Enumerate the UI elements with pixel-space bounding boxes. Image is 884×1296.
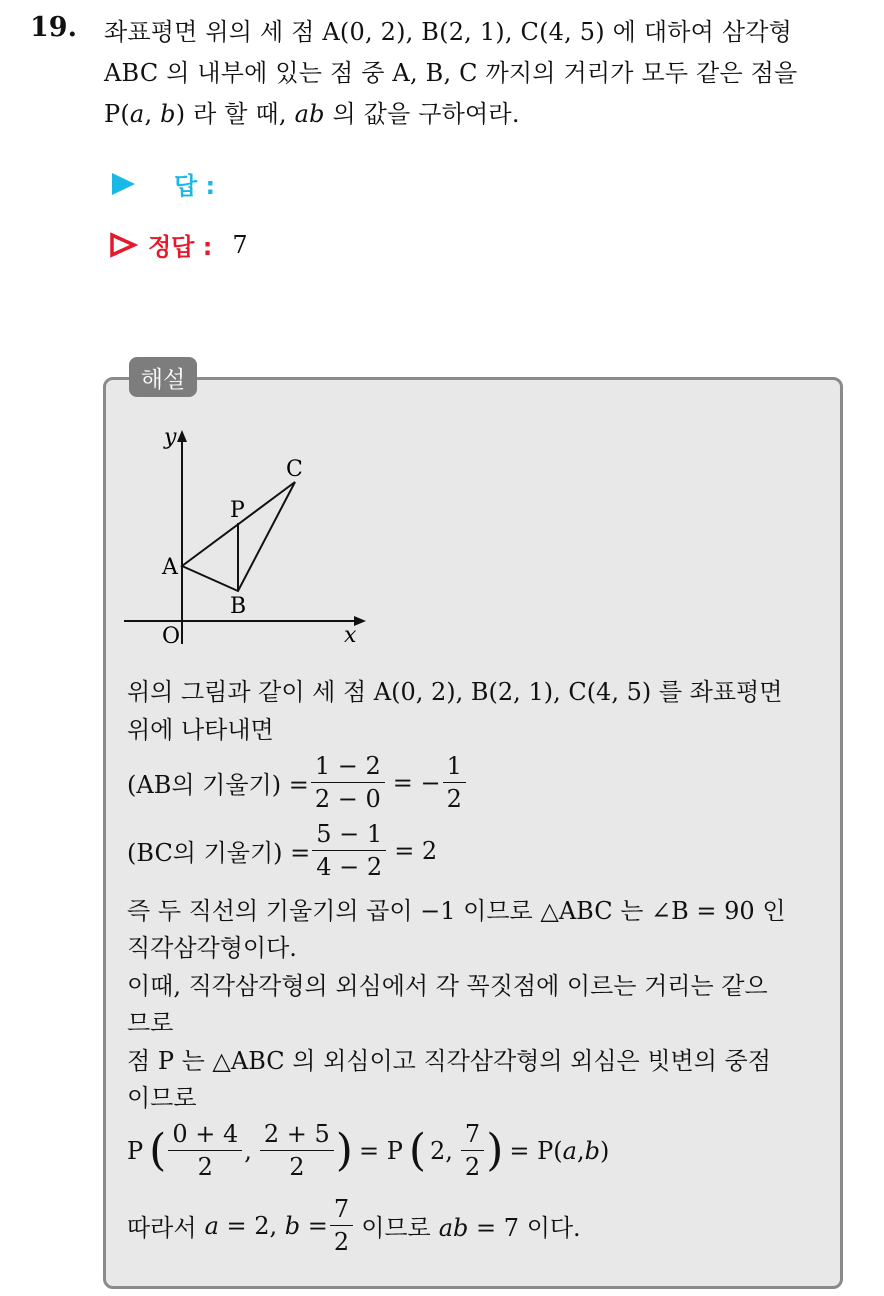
x-axis-label: x (344, 623, 357, 648)
question-line-1: 좌표평면 위의 세 점 A(0, 2), B(2, 1), C(4, 5) 에 대하여 삼각형 (104, 18, 792, 46)
var-a: a (204, 1211, 219, 1240)
midpoint-sep: , (576, 1136, 585, 1165)
outline-triangle-icon (108, 231, 138, 259)
fraction-denominator: 2 (446, 785, 462, 813)
solution-tag: 해설 (129, 357, 197, 397)
var-b: b (160, 100, 176, 128)
text-comma: , (144, 100, 161, 128)
correct-answer-label: 정답 : (148, 233, 213, 261)
point-p-label: P (230, 498, 245, 523)
midpoint-seven-half (461, 1120, 484, 1181)
bc-slope-label: (BC의 기울기) = (127, 839, 311, 867)
final-mid: 이므로 (361, 1214, 431, 1242)
solution-text-8: 이므로 (127, 1084, 197, 1112)
fraction-denominator: 2 (197, 1153, 213, 1181)
right-paren: ) (335, 1124, 353, 1176)
text-mid: ) 라 할 때, (175, 100, 295, 128)
text-p: P( (104, 100, 130, 128)
fraction-denominator: 4 − 2 (316, 853, 383, 881)
final-end: = 7 이다. (468, 1214, 581, 1242)
solution-text-5: 이때, 직각삼각형의 외심에서 각 꼭짓점에 이르는 거리는 같으 (127, 972, 768, 1000)
origin-label: O (162, 624, 181, 649)
var-ab: ab (438, 1214, 469, 1242)
ab-slope-fraction (311, 752, 385, 813)
solution-text-1: 위의 그림과 같이 세 점 A(0, 2), B(2, 1), C(4, 5) 를 좌표평면 (127, 678, 783, 706)
solution-text-2: 위에 나타내면 (127, 716, 274, 744)
final-statement (127, 1195, 581, 1256)
midpoint-two: 2, (430, 1136, 453, 1165)
correct-answer-value: 7 (232, 230, 248, 259)
fraction-denominator: 2 (333, 1228, 350, 1256)
midpoint-close: ) (599, 1136, 610, 1165)
ab-slope-result-fraction (443, 752, 466, 813)
correct-answer-row (108, 227, 248, 262)
var-a: a (129, 100, 145, 128)
answer-row (108, 166, 215, 201)
final-fraction (330, 1195, 353, 1256)
fraction-numerator: 0 + 4 (168, 1120, 242, 1151)
midpoint-equation (127, 1120, 609, 1181)
var-a: a (562, 1136, 577, 1165)
midpoint-comma: , (244, 1136, 252, 1165)
var-ab: ab (294, 100, 325, 128)
fraction-denominator: 2 (289, 1153, 305, 1181)
question-number: 19. (30, 12, 77, 43)
fraction-denominator: 2 (464, 1153, 481, 1181)
midpoint-x-fraction (168, 1120, 242, 1181)
fraction-numerator: 1 (443, 752, 466, 783)
bc-slope-result: = 2 (394, 836, 438, 865)
solution-text-6: 므로 (127, 1009, 174, 1037)
left-paren-2: ( (408, 1124, 427, 1176)
midpoint-y-fraction (260, 1120, 334, 1181)
var-b: b (584, 1136, 600, 1165)
fraction-numerator: 7 (461, 1120, 484, 1151)
y-axis-label: y (164, 425, 177, 450)
bc-slope-equation (127, 820, 437, 881)
play-triangle-icon (108, 170, 138, 198)
fraction-numerator: 2 + 5 (260, 1120, 334, 1151)
question-line-2: ABC 의 내부에 있는 점 중 A, B, C 까지의 거리가 모두 같은 점을 (104, 59, 798, 87)
solution-text-4: 직각삼각형이다. (127, 934, 297, 962)
fraction-numerator: 5 − 1 (312, 820, 386, 851)
left-paren: ( (149, 1124, 167, 1176)
final-eq-a: = 2, (218, 1211, 285, 1240)
final-pre: 따라서 (127, 1214, 197, 1242)
y-axis-arrow (177, 430, 187, 442)
fraction-numerator: 1 − 2 (311, 752, 385, 783)
point-c-label: C (286, 457, 303, 482)
right-paren-2: ) (486, 1124, 504, 1176)
bc-slope-fraction (312, 820, 386, 881)
midpoint-eq2: = P( (509, 1136, 563, 1165)
answer-label: 답 : (174, 172, 216, 200)
fraction-denominator: 2 − 0 (314, 785, 381, 813)
midpoint-p1: P (127, 1136, 144, 1165)
point-a-label: A (162, 555, 178, 580)
coordinate-graph (118, 420, 378, 650)
solution-text-3: 즉 두 직선의 기울기의 곱이 −1 이므로 △ABC 는 ∠B = 90 인 (127, 897, 786, 925)
final-eq-b: = (300, 1211, 328, 1240)
question-text (104, 12, 864, 135)
ab-slope-equals: = − (392, 768, 441, 797)
ab-slope-equation (127, 752, 468, 813)
fraction-numerator: 7 (330, 1195, 353, 1226)
text-end: 의 값을 구하여라. (324, 100, 520, 128)
solution-text-7: 점 P 는 △ABC 의 외심이고 직각삼각형의 외심은 빗변의 중점 (127, 1047, 771, 1075)
var-b: b (284, 1211, 301, 1240)
midpoint-eq1: = P (358, 1136, 403, 1165)
point-b-label: B (230, 594, 247, 619)
question-line-3 (104, 94, 864, 135)
ab-slope-label: (AB의 기울기) = (127, 771, 309, 799)
